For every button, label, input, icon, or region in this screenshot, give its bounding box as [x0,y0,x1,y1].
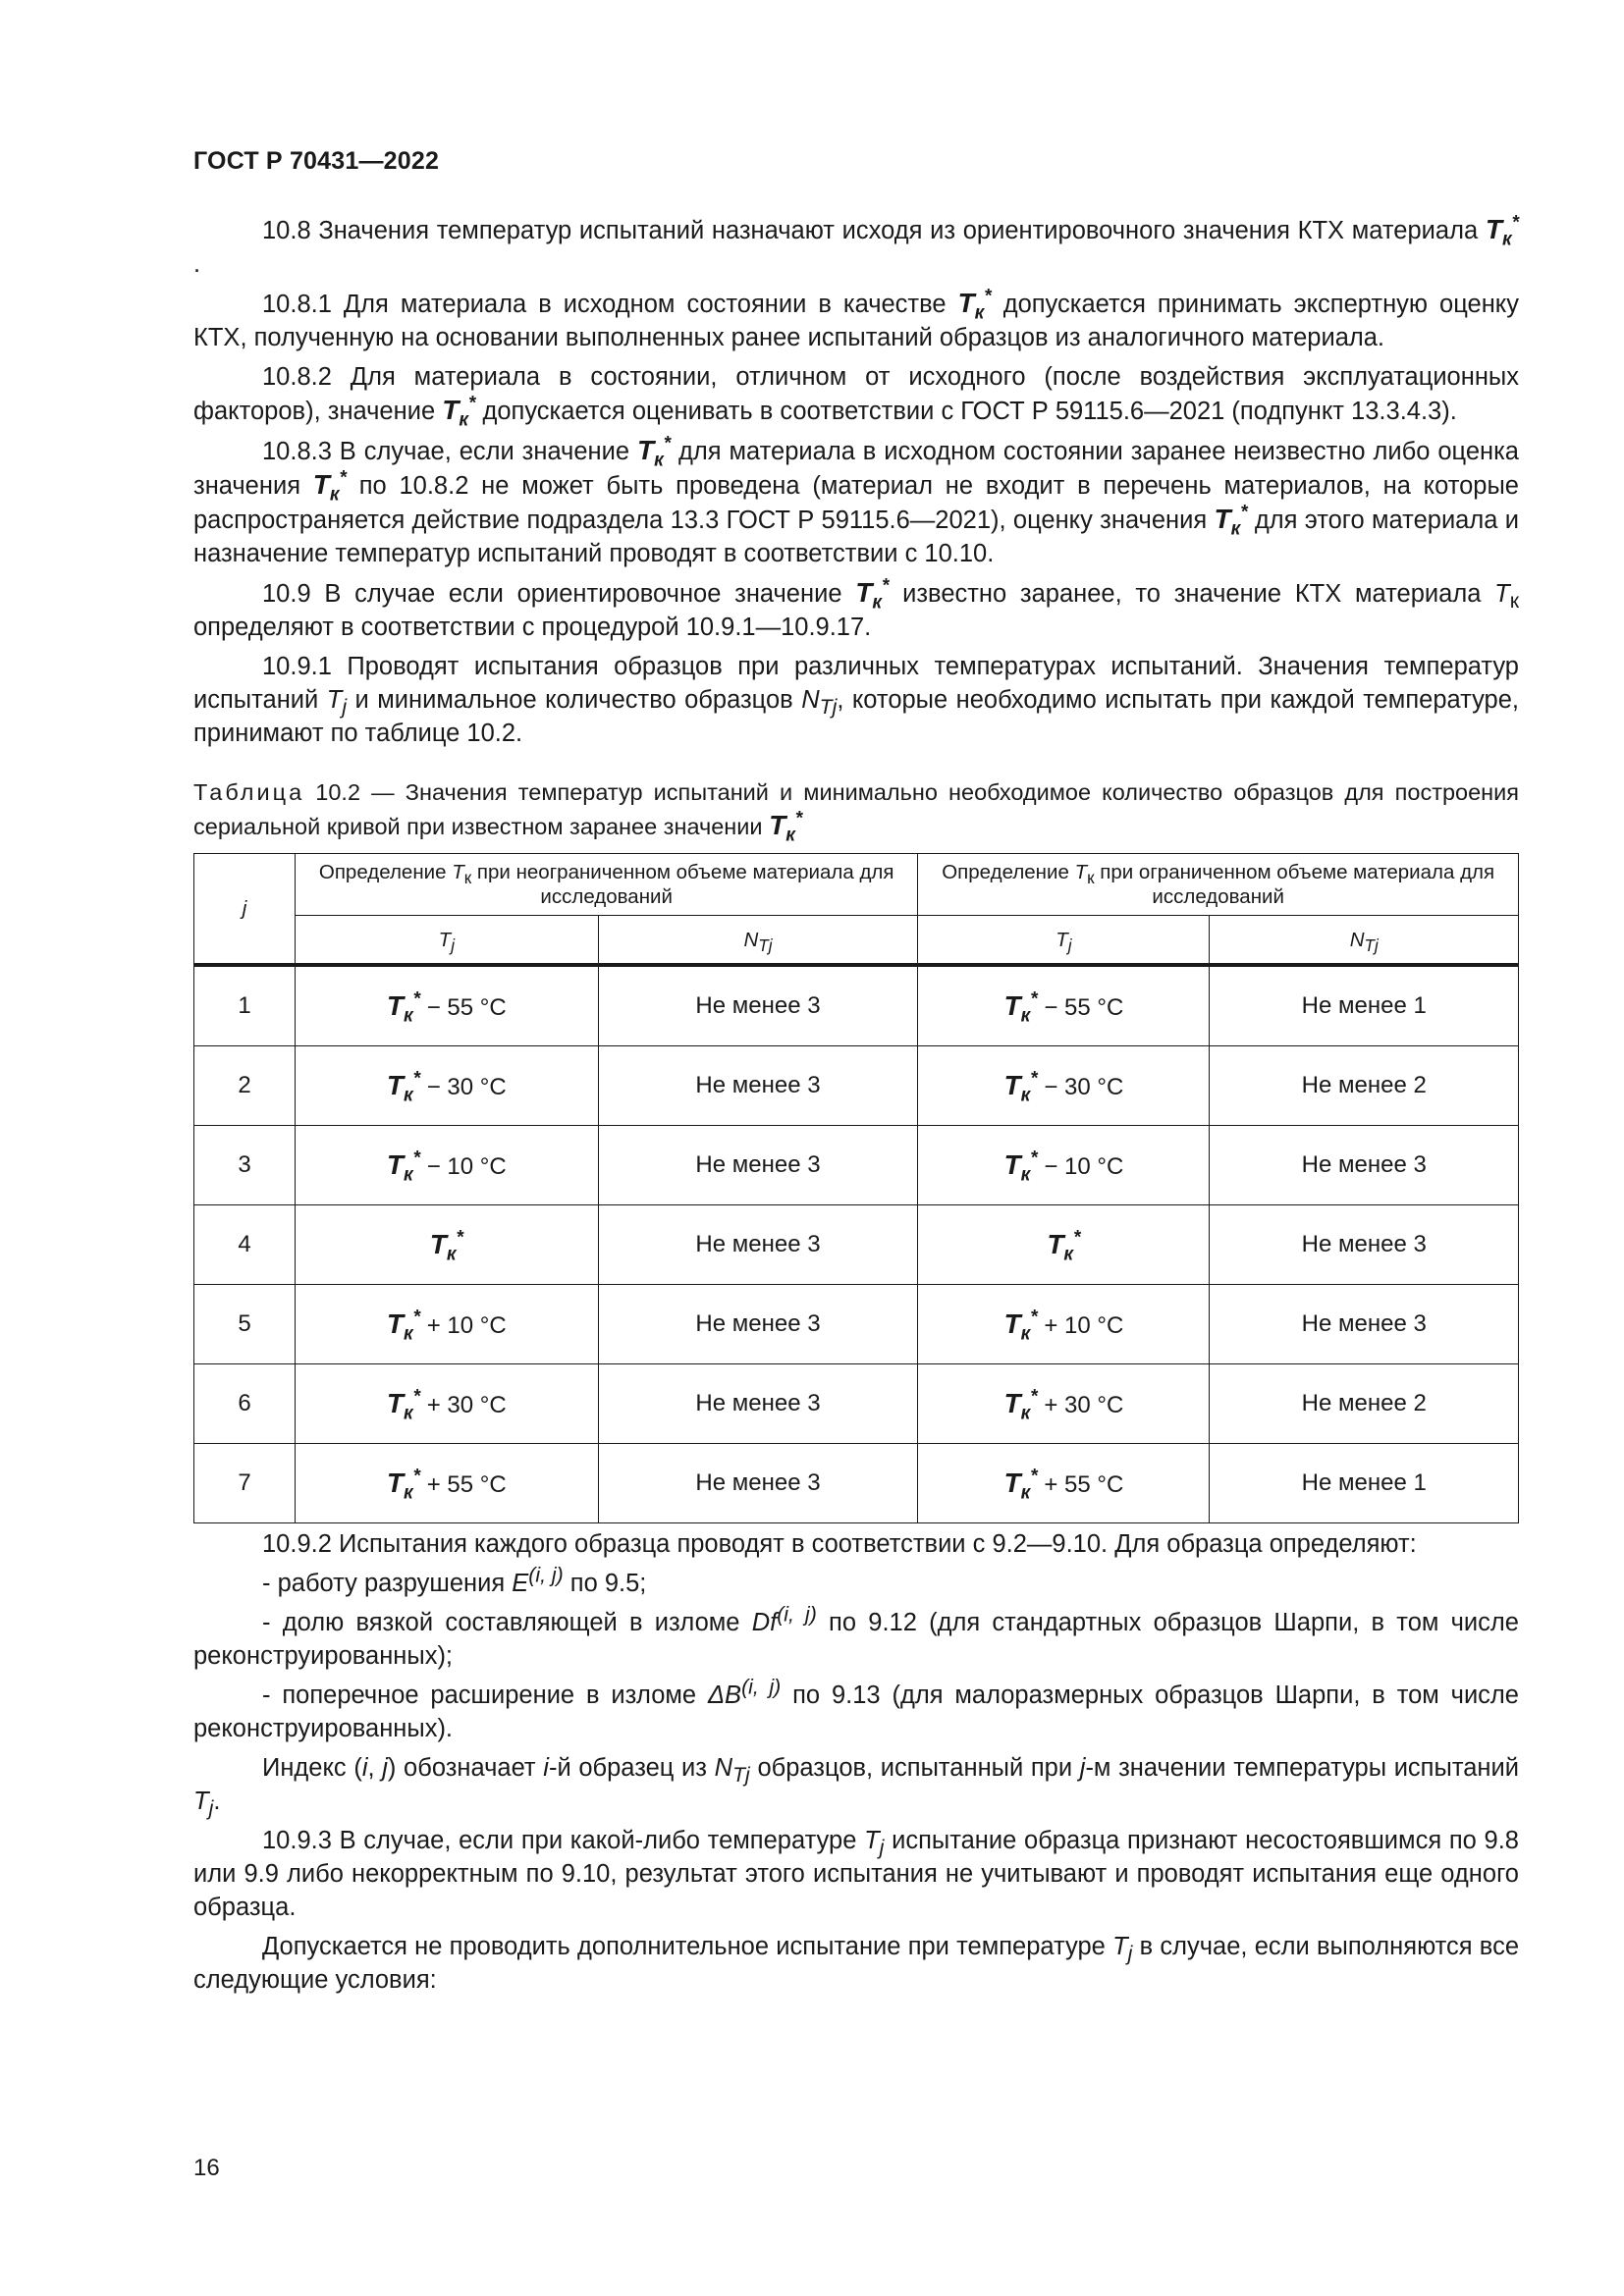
tk-symbol: $T_к^*$ [442,393,476,431]
cell-j: 5 [194,1285,296,1364]
temperature-table [193,853,1519,1523]
tk-symbol: $T_к^*$ [769,808,803,846]
tk-symbol: $T_к^*$ [1214,502,1248,540]
cell-tj-unlimited: $T_к^* - 55$ °C [296,965,599,1046]
tk-symbol: $T_к^*$ [636,433,672,471]
cell-j: 4 [194,1205,296,1285]
cell-tj-unlimited: $T_к^* + 10$ °C [296,1285,599,1364]
group-header-limited: Определение $T_к$ при ограниченном объеме материала для исследований [918,854,1519,916]
bullet-lateral-expansion: - поперечное расширение в изломе ΔB$^{(i, j)}$ по 9.13 (для малоразмерных образцов Шарпи, в том числе реконструированных). [193,1675,1519,1742]
cell-ntj-unlimited: Не менее 3 [598,965,918,1046]
cell-tj-limited: $T_к^* + 30$ °C [918,1364,1210,1444]
cell-tj-unlimited: $T_к^* - 30$ °C [296,1046,599,1126]
col-header-ntj: $N_{Tj}$ [598,916,918,966]
paragraph-10-8-1: 10.8.1 Для материала в исходном состоянии в качестве $T_к^*$ допускается принимать экспертную оценку КТХ, полученную на основании выполненных ранее испытаний образцов из аналогичного материала. [193,286,1519,351]
tk-symbol: $T_к^*$ [957,286,992,324]
tk-symbol: $T_к^*$ [1485,212,1520,250]
cell-ntj-unlimited: Не менее 3 [598,1364,918,1444]
cell-tj-limited: $T_к^* - 55$ °C [918,965,1210,1046]
table-row [194,1364,1519,1444]
tk-plain-symbol: $T_к$ [1494,580,1519,614]
tk-symbol: $T_к^*$ [855,575,890,614]
cell-tj-limited: $T_к^* - 10$ °C [918,1126,1210,1205]
cell-j: 6 [194,1364,296,1444]
cell-tj-limited: $T_к^*$ [918,1205,1210,1285]
cell-j: 7 [194,1444,296,1523]
paragraph-10-9-1: 10.9.1 Проводят испытания образцов при различных температурах испытаний. Значения температур испытаний $T_j$ и минимальное количество образцов $N_{Tj}$, которые необходимо испытать при каждой температуре, принимают по таблице 10.2. [193,653,1519,747]
cell-ntj-unlimited: Не менее 3 [598,1285,918,1364]
document-page [193,147,1519,2002]
table-caption: Таблица 10.2 — Значения температур испытаний и минимально необходимое количество образцов для построения сериальной кривой при известном заранее значении $T_к^*$ [193,779,1520,846]
col-header-j: j [194,854,296,966]
tk-symbol: $T_к^*$ [312,467,347,506]
group-header-unlimited: Определение $T_к$ при неограниченном объеме материала для исследований [296,854,918,916]
cell-j: 3 [194,1126,296,1205]
page-number: 16 [193,2155,220,2181]
document-header: ГОСТ Р 70431—2022 [193,147,440,175]
col-header-tj: $T_j$ [918,916,1210,966]
table-row [194,1126,1519,1205]
paragraph-index-definition: Индекс (i, j) обозначает i-й образец из $N_{Tj}$ образцов, испытанный при j-м значении температуры испытаний $T_j$. [193,1754,1519,1821]
cell-ntj-limited: Не менее 3 [1210,1205,1519,1285]
cell-ntj-limited: Не менее 3 [1210,1126,1519,1205]
cell-ntj-limited: Не менее 1 [1210,1444,1519,1523]
cell-j: 2 [194,1046,296,1126]
bullet-fracture-work: - работу разрушения E$^{(i, j)}$ по 9.5; [262,1563,647,1597]
cell-tj-limited: $T_к^* + 10$ °C [918,1285,1210,1364]
cell-ntj-unlimited: Не менее 3 [598,1046,918,1126]
table-row [194,1205,1519,1285]
col-header-ntj: $N_{Tj}$ [1210,916,1519,966]
cell-ntj-unlimited: Не менее 3 [598,1205,918,1285]
paragraph-10-9-3: 10.9.3 В случае, если при какой-либо температуре $T_j$ испытание образца признают несостоявшимся по 9.8 или 9.9 либо некорректным по 9.10, результат этого испытания не учитывают и проводят испытания еще одного образца. [193,1827,1519,1921]
tj-symbol: $T_j$ [326,686,348,720]
paragraph-allowance: Допускается не проводить дополнительное испытание при температуре $T_j$ в случае, если выполняются все следующие условия: [193,1933,1519,1994]
paragraph-10-8: 10.8 Значения температур испытаний назначают исходя из ориентировочного значения КТХ материала $T_к^*$ . [193,212,1520,278]
paragraph-10-9-2: 10.9.2 Испытания каждого образца проводят в соответствии с 9.2—9.10. Для образца определяют: [262,1530,1417,1558]
table-row [194,1444,1519,1523]
table-row [194,965,1519,1046]
bullet-ductile-fraction: - долю вязкой составляющей в изломе Df$^{(i, j)}$ по 9.12 (для стандартных образцов Шарпи, в том числе реконструированных); [193,1602,1519,1670]
cell-j: 1 [194,965,296,1046]
cell-ntj-unlimited: Не менее 3 [598,1126,918,1205]
table-row [194,1046,1519,1126]
cell-tj-limited: $T_к^* - 30$ °C [918,1046,1210,1126]
cell-ntj-unlimited: Не менее 3 [598,1444,918,1523]
cell-ntj-limited: Не менее 3 [1210,1285,1519,1364]
ntj-symbol: $N_{Tj}$ [801,686,838,720]
col-header-tj: $T_j$ [296,916,599,966]
cell-tj-unlimited: $T_к^* + 30$ °C [296,1364,599,1444]
cell-ntj-limited: Не менее 1 [1210,965,1519,1046]
paragraph-10-8-2: 10.8.2 Для материала в состоянии, отличном от исходного (после воздействия эксплуатационных факторов), значение $T_к^*$ допускается оценивать в соответствии с ГОСТ Р 59115.6—2021 (подпункт 13.3.4.3). [193,363,1519,431]
cell-tj-unlimited: $T_к^* + 55$ °C [296,1444,599,1523]
paragraph-10-9: 10.9 В случае если ориентировочное значение $T_к^*$ известно заранее, то значение КТХ материала $T_к$ определяют в соответствии с процедурой 10.9.1—10.9.17. [193,575,1519,641]
paragraph-10-8-3: 10.8.3 В случае, если значение $T_к^*$ для материала в исходном состоянии заранее неизвестно либо оценка значения $T_к^*$ по 10.8.2 не может быть проведена (материал не входит в перечень материалов, на которые распространяется действие подраздела 13.3 ГОСТ Р 59115.6—2021), оценку значения $T_к^*$ для этого материала и назначение температур испытаний проводят в соответствии с 10.10. [193,433,1519,567]
cell-tj-unlimited: $T_к^* - 10$ °C [296,1126,599,1205]
cell-ntj-limited: Не менее 2 [1210,1046,1519,1126]
table-row [194,1285,1519,1364]
cell-ntj-limited: Не менее 2 [1210,1364,1519,1444]
cell-tj-unlimited: $T_к^*$ [296,1205,599,1285]
cell-tj-limited: $T_к^* + 55$ °C [918,1444,1210,1523]
